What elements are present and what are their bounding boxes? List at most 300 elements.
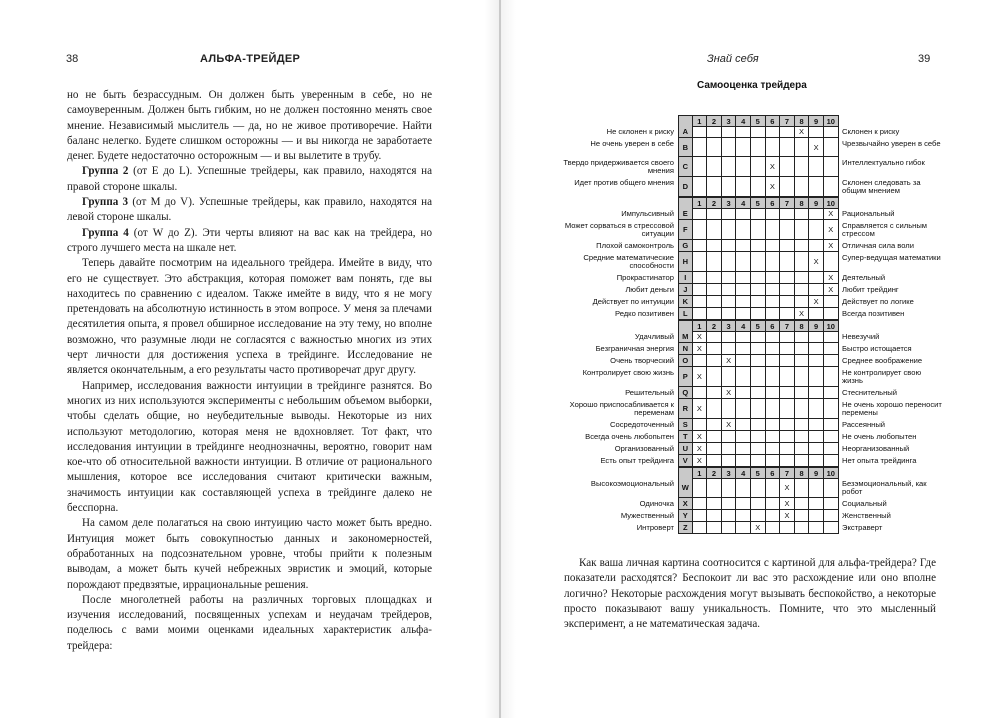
rating-cell [751, 252, 766, 272]
rating-mark: X [795, 126, 810, 138]
rating-mark: X [722, 355, 737, 367]
trait-letter: C [678, 157, 693, 177]
left-page-number: 38 [66, 53, 79, 65]
paragraph-text: Теперь давайте посмотрим на идеального трейдера. Имейте в виду, что его не существует. Это абстракция, которая поможет вам понять, где вы находитесь по сравнению с идеалом. Также имейте в виду, что я не могу претендовать на абсолютную истинность в этом вопросе. У меня за плечами десятилетия опыта, я провел обширное исследование на эту тему, но вполне возможно, что разумные люди не согласятся с важностью многих из этих черт личности для достижения успеха в трейдинге. Исследование не является окончательным, а его результаты часто противоречат друг другу. [67, 257, 432, 377]
rating-mark: X [693, 399, 708, 419]
trait-letter: V [678, 455, 693, 467]
scale-number: 2 [707, 321, 722, 332]
rating-cell [824, 126, 839, 138]
rating-cell [809, 355, 824, 367]
rating-cell [751, 138, 766, 157]
rating-cell [736, 522, 751, 534]
rating-cell [809, 240, 824, 252]
rating-cell [707, 284, 722, 296]
rating-cell [795, 367, 810, 387]
rating-mark: X [766, 157, 781, 177]
rating-cell [736, 431, 751, 443]
rating-mark: X [693, 431, 708, 443]
trait-left-label: Любит деньги [625, 285, 674, 294]
spine-shadow-right [501, 0, 516, 718]
rating-cell [693, 240, 708, 252]
rating-cell [780, 240, 795, 252]
rating-cell [707, 272, 722, 284]
trait-right-label: Среднее воображение [842, 356, 923, 365]
rating-cell [707, 443, 722, 455]
group-label: Группа 4 [82, 226, 129, 239]
rating-mark: X [693, 455, 708, 467]
rating-cell [751, 177, 766, 197]
scale-number: 1 [693, 321, 708, 332]
trait-row [556, 138, 941, 157]
scale-number: 5 [751, 321, 766, 332]
scale-number: 5 [751, 116, 766, 127]
rating-cell [693, 498, 708, 510]
rating-cell [722, 498, 737, 510]
scale-number: 2 [707, 198, 722, 209]
trait-row [556, 296, 936, 308]
rating-mark: X [693, 331, 708, 343]
rating-cell [722, 296, 737, 308]
rating-cell [736, 284, 751, 296]
rating-cell [751, 455, 766, 467]
trait-right-label: Экстраверт [842, 523, 883, 532]
rating-cell [722, 431, 737, 443]
trait-row [556, 498, 936, 510]
trait-right-label: Социальный [842, 499, 887, 508]
rating-cell [766, 343, 781, 355]
rating-cell [766, 220, 781, 240]
rating-cell [766, 419, 781, 431]
rating-cell [780, 443, 795, 455]
rating-cell [736, 252, 751, 272]
rating-cell [809, 419, 824, 431]
rating-cell [722, 455, 737, 467]
rating-cell [736, 510, 751, 522]
scale-number: 9 [809, 198, 824, 209]
rating-cell [809, 478, 824, 498]
rating-cell [722, 240, 737, 252]
closing-text [564, 556, 936, 632]
trait-left-label: Идет против общего мнения [574, 178, 674, 187]
trait-left-label: Одиночка [639, 499, 674, 508]
rating-mark: X [693, 443, 708, 455]
rating-cell [824, 296, 839, 308]
trait-row [556, 522, 936, 534]
body-paragraph [67, 379, 432, 517]
scale-number: 7 [780, 116, 795, 127]
rating-cell [766, 431, 781, 443]
scale-number: 6 [766, 468, 781, 479]
paragraph-text: На самом деле полагаться на свою интуицию часто может быть вредно. Интуиция может быть совокупностью данных и закономерностей, обработанных на подсознательном уровне, чтобы прийти к полезным выводам, а может быть кучей небрежных эвристик и эмоций, которые порождают предвзятые, иррациональные решения. [67, 517, 432, 591]
body-paragraph [67, 164, 432, 195]
rating-cell [780, 399, 795, 419]
rating-cell [824, 343, 839, 355]
paragraph-text: (от M до V). Успешные трейдеры, как правило, находятся на левой стороне шкалы. [67, 196, 432, 224]
body-paragraph [67, 88, 432, 164]
rating-cell [693, 208, 708, 220]
rating-cell [693, 284, 708, 296]
scale-number: 8 [795, 468, 810, 479]
rating-cell [824, 308, 839, 320]
scale-number: 6 [766, 321, 781, 332]
rating-cell [766, 252, 781, 272]
trait-letter: M [678, 331, 693, 343]
scale-number: 4 [736, 198, 751, 209]
trait-row [556, 399, 942, 419]
rating-cell [751, 443, 766, 455]
rating-cell [736, 138, 751, 157]
rating-cell [824, 355, 839, 367]
rating-cell [736, 443, 751, 455]
rating-cell [780, 296, 795, 308]
trait-left-label: Не склонен к риску [606, 127, 674, 136]
trait-right-label: Склонен следовать за общим мнением [842, 178, 921, 195]
rating-cell [707, 126, 722, 138]
rating-cell [722, 284, 737, 296]
rating-cell [751, 431, 766, 443]
rating-cell [736, 272, 751, 284]
rating-cell [707, 455, 722, 467]
trait-right-label: Склонен к риску [842, 127, 900, 136]
rating-cell [751, 157, 766, 177]
trait-right-label: Деятельный [842, 273, 886, 282]
trait-letter: O [678, 355, 693, 367]
scale-number: 6 [766, 198, 781, 209]
trait-left-label: Всегда очень любопытен [585, 432, 674, 441]
trait-row [556, 510, 936, 522]
rating-cell [809, 387, 824, 399]
rating-cell [736, 296, 751, 308]
scale-number: 8 [795, 116, 810, 127]
rating-cell [780, 455, 795, 467]
trait-right-label: Не очень хорошо переносит перемены [842, 400, 942, 417]
rating-cell [780, 220, 795, 240]
rating-mark: X [795, 308, 810, 320]
rating-cell [780, 138, 795, 157]
rating-cell [707, 308, 722, 320]
rating-cell [809, 177, 824, 197]
trait-letter: L [678, 308, 693, 320]
trait-left-label: Высокоэмоциональный [590, 479, 674, 488]
group-label: Группа 2 [82, 165, 129, 178]
rating-cell [707, 177, 722, 197]
rating-cell [722, 252, 737, 272]
left-body-text [67, 88, 432, 654]
rating-cell [766, 308, 781, 320]
trait-left-label: Удачливый [634, 332, 674, 341]
rating-mark: X [824, 240, 839, 252]
rating-cell [824, 177, 839, 197]
rating-cell [751, 220, 766, 240]
body-paragraph [67, 226, 432, 257]
trait-left-label: Организованный [614, 444, 674, 453]
rating-cell [722, 138, 737, 157]
rating-mark: X [780, 478, 795, 498]
rating-cell [780, 157, 795, 177]
rating-cell [722, 331, 737, 343]
rating-cell [809, 399, 824, 419]
rating-cell [795, 455, 810, 467]
rating-cell [736, 478, 751, 498]
trait-row [556, 177, 936, 197]
rating-cell [736, 455, 751, 467]
rating-cell [766, 455, 781, 467]
rating-cell [736, 157, 751, 177]
rating-cell [766, 498, 781, 510]
rating-cell [824, 387, 839, 399]
rating-cell [795, 399, 810, 419]
rating-cell [795, 157, 810, 177]
trait-right-label: Справляется с сильным стрессом [842, 221, 928, 238]
trait-right-label: Безэмоциональный, как робот [842, 479, 927, 496]
trait-letter: Z [678, 522, 693, 534]
rating-cell [751, 331, 766, 343]
trait-left-label: Решительный [625, 388, 674, 397]
rating-cell [751, 343, 766, 355]
rating-cell [722, 177, 737, 197]
rating-cell [707, 431, 722, 443]
rating-cell [795, 177, 810, 197]
rating-mark: X [722, 419, 737, 431]
rating-cell [809, 284, 824, 296]
rating-cell [707, 208, 722, 220]
trait-left-label: Есть опыт трейдинга [600, 456, 674, 465]
rating-cell [693, 510, 708, 522]
rating-cell [707, 478, 722, 498]
body-paragraph [67, 593, 432, 654]
trait-letter: H [678, 252, 693, 272]
rating-cell [795, 443, 810, 455]
rating-cell [824, 367, 839, 387]
paragraph-text: Например, исследования важности интуиции в трейдинге разнятся. Во многих из них используются эксперименты с небольшим объемом выборки, чтобы сделать общие, но неубедительные выводы. Некоторые из них используют методологию, которая меня не вдохновляет. Тот факт, что исследования интуиции в трейдинге неоднозначны, вероятно, говорит нам кое-что об относительной важности интуиции. В отличие от рационального мышления, которое все исследования считают критически важным, значимость интуиции как составляющей успеха в трейдинге далеко не бесспорна. [67, 379, 432, 515]
trait-row [556, 284, 936, 296]
rating-mark: X [693, 367, 708, 387]
group-label: Группа 3 [82, 196, 129, 209]
rating-cell [795, 331, 810, 343]
rating-cell [824, 431, 839, 443]
rating-cell [693, 522, 708, 534]
rating-cell [795, 220, 810, 240]
scale-header-row [556, 467, 936, 478]
rating-cell [809, 455, 824, 467]
trait-right-label: Быстро истощается [842, 344, 912, 353]
rating-cell [693, 387, 708, 399]
rating-cell [766, 126, 781, 138]
trait-left-label: Прокрастинатор [616, 273, 674, 282]
rating-cell [780, 331, 795, 343]
rating-mark: X [809, 138, 824, 157]
scale-number: 4 [736, 116, 751, 127]
rating-mark: X [824, 272, 839, 284]
spine-shadow-left [484, 0, 499, 718]
scale-number: 7 [780, 198, 795, 209]
rating-cell [809, 367, 824, 387]
scale-number: 7 [780, 321, 795, 332]
rating-cell [809, 522, 824, 534]
rating-cell [693, 138, 708, 157]
rating-mark: X [751, 522, 766, 534]
rating-cell [780, 177, 795, 197]
rating-cell [707, 343, 722, 355]
rating-cell [766, 138, 781, 157]
rating-cell [766, 510, 781, 522]
rating-cell [722, 208, 737, 220]
scale-number: 9 [809, 116, 824, 127]
rating-cell [693, 272, 708, 284]
trait-letter: B [678, 138, 693, 157]
paragraph-text: (от E до L). Успешные трейдеры, как правило, находятся на правой стороне шкалы. [67, 165, 432, 193]
rating-mark: X [809, 252, 824, 272]
rating-cell [707, 138, 722, 157]
rating-cell [693, 126, 708, 138]
rating-cell [766, 331, 781, 343]
trait-row [556, 272, 936, 284]
rating-cell [766, 296, 781, 308]
rating-cell [795, 240, 810, 252]
trait-row [556, 157, 936, 177]
scale-number: 10 [824, 321, 839, 332]
rating-cell [809, 272, 824, 284]
body-paragraph [67, 256, 432, 378]
rating-cell [766, 208, 781, 220]
trait-right-label: Не очень любопытен [842, 432, 917, 441]
table-title: Самооценка трейдера [697, 80, 807, 91]
rating-mark: X [780, 510, 795, 522]
trait-left-label: Сосредоточенный [610, 420, 674, 429]
rating-cell [722, 399, 737, 419]
scale-number: 3 [722, 468, 737, 479]
trait-right-label: Чрезвычайно уверен в себе [842, 138, 941, 148]
trait-letter: Q [678, 387, 693, 399]
scale-number: 4 [736, 468, 751, 479]
trait-row [556, 308, 936, 320]
rating-cell [736, 240, 751, 252]
trait-row [556, 478, 936, 498]
rating-cell [736, 498, 751, 510]
rating-cell [795, 431, 810, 443]
rating-cell [707, 252, 722, 272]
scale-number: 1 [693, 116, 708, 127]
trait-left-label: Импульсивный [621, 209, 674, 218]
rating-cell [751, 478, 766, 498]
rating-cell [736, 208, 751, 220]
rating-cell [736, 419, 751, 431]
rating-cell [707, 240, 722, 252]
rating-mark: X [693, 343, 708, 355]
trait-letter: U [678, 443, 693, 455]
rating-cell [707, 296, 722, 308]
rating-cell [693, 296, 708, 308]
rating-cell [809, 343, 824, 355]
paragraph-text: но не быть безрассудным. Он должен быть уверенным в себе, но не самоуверенным. Должен быть гибким, но не должен постоянно менять свое мнение. Независимый мыслитель — да, но не живое противоречие. Найти баланс нелегко. Будете слишком осторожны — и вы никогда не заработаете денег. Будете недостаточно осторожным — и вы вылетите в трубу. [67, 89, 432, 163]
rating-cell [736, 399, 751, 419]
trait-left-label: Очень творческий [610, 356, 674, 365]
scale-number: 1 [693, 468, 708, 479]
trait-left-label: Хорошо приспосабливается к переменам [569, 400, 674, 417]
rating-cell [736, 343, 751, 355]
rating-cell [707, 419, 722, 431]
rating-cell [795, 272, 810, 284]
trait-row [556, 419, 936, 431]
rating-cell [722, 510, 737, 522]
trait-left-label: Твердо придерживается своего мнения [563, 158, 674, 175]
rating-cell [736, 177, 751, 197]
rating-cell [736, 331, 751, 343]
trait-right-label: Неорганизованный [842, 444, 910, 453]
rating-cell [707, 522, 722, 534]
rating-cell [780, 252, 795, 272]
rating-cell [766, 399, 781, 419]
trait-right-label: Отличная сила воли [842, 241, 914, 250]
rating-cell [722, 522, 737, 534]
rating-cell [693, 252, 708, 272]
rating-cell [736, 355, 751, 367]
rating-cell [795, 252, 810, 272]
rating-cell [809, 510, 824, 522]
rating-cell [707, 355, 722, 367]
right-running-head: Знай себя [707, 53, 759, 65]
scale-number: 2 [707, 116, 722, 127]
trait-letter: F [678, 220, 693, 240]
trait-letter: Y [678, 510, 693, 522]
left-running-head: АЛЬФА-ТРЕЙДЕР [200, 53, 301, 65]
trait-letter: T [678, 431, 693, 443]
trait-left-label: Плохой самоконтроль [596, 241, 674, 250]
trait-letter: X [678, 498, 693, 510]
trait-left-label: Редко позитивен [614, 309, 674, 318]
scale-number: 7 [780, 468, 795, 479]
rating-cell [751, 498, 766, 510]
trait-row [556, 455, 936, 467]
rating-cell [824, 478, 839, 498]
rating-cell [707, 367, 722, 387]
rating-mark: X [780, 498, 795, 510]
rating-cell [751, 296, 766, 308]
trait-row [556, 343, 936, 355]
scale-number: 10 [824, 468, 839, 479]
trait-row [556, 252, 941, 272]
rating-cell [693, 157, 708, 177]
trait-right-label: Рациональный [842, 209, 895, 218]
body-paragraph [67, 516, 432, 592]
rating-mark: X [824, 284, 839, 296]
rating-cell [795, 478, 810, 498]
trait-letter: D [678, 177, 693, 197]
rating-cell [736, 126, 751, 138]
rating-cell [751, 308, 766, 320]
trait-letter: N [678, 343, 693, 355]
rating-cell [824, 455, 839, 467]
rating-cell [693, 177, 708, 197]
rating-cell [795, 355, 810, 367]
rating-cell [766, 272, 781, 284]
scale-number: 3 [722, 116, 737, 127]
rating-mark: X [722, 387, 737, 399]
rating-cell [707, 331, 722, 343]
trait-letter: A [678, 126, 693, 138]
rating-cell [824, 419, 839, 431]
rating-cell [780, 431, 795, 443]
trait-right-label: Любит трейдинг [842, 285, 899, 294]
trait-left-label: Может сорваться в стрессовой ситуации [564, 221, 674, 238]
trait-right-label: Действует по логике [842, 297, 914, 306]
body-paragraph [67, 195, 432, 226]
rating-cell [693, 308, 708, 320]
rating-cell [722, 478, 737, 498]
trait-letter: G [678, 240, 693, 252]
trait-row [556, 126, 936, 138]
scale-number: 9 [809, 321, 824, 332]
